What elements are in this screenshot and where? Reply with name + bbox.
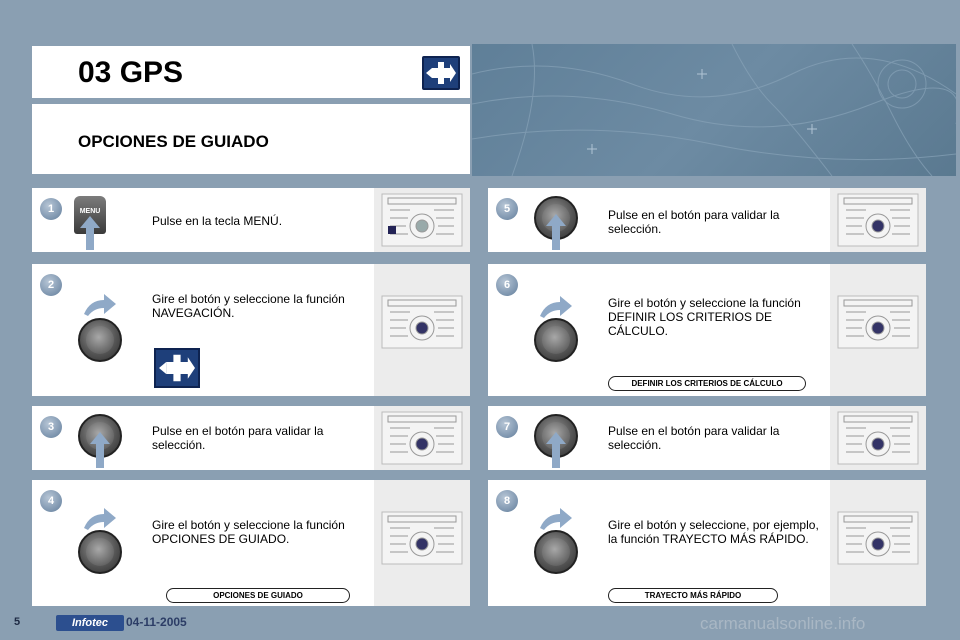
step-text-line: selección. <box>608 222 662 236</box>
title-bar <box>32 46 470 98</box>
press-arrow-icon <box>80 216 100 250</box>
rotate-arrow-icon <box>82 292 118 316</box>
step-number: 5 <box>496 198 518 220</box>
step-text-line: Gire el botón y seleccione la función <box>152 518 345 532</box>
rotary-knob-icon <box>534 318 578 362</box>
press-arrow-icon <box>546 432 566 468</box>
menu-key-label: MENU <box>79 208 101 215</box>
step-text-line: selección. <box>608 438 662 452</box>
step-1 <box>32 188 470 252</box>
step-text-line: la función TRAYECTO MÁS RÁPIDO. <box>608 532 809 546</box>
menu-option-label: DEFINIR LOS CRITERIOS DE CÁLCULO <box>608 376 806 391</box>
rotary-knob-icon <box>78 530 122 574</box>
step-text-line: Gire el botón y seleccione la función <box>608 296 801 310</box>
navigation-icon <box>422 56 460 90</box>
watermark: carmanualsonline.info <box>700 614 866 633</box>
radio-panel-icon <box>830 188 926 252</box>
step-text-line: CÁLCULO. <box>608 324 669 338</box>
step-text-line: selección. <box>152 438 206 452</box>
radio-panel-icon <box>830 406 926 470</box>
step-2 <box>32 264 470 396</box>
press-arrow-icon <box>90 432 110 468</box>
step-8 <box>488 480 926 606</box>
infotec-logo: Infotec <box>56 615 124 631</box>
step-number: 2 <box>40 274 62 296</box>
rotate-arrow-icon <box>82 506 118 530</box>
step-7 <box>488 406 926 470</box>
radio-panel-icon <box>374 188 470 252</box>
map-background <box>472 44 956 176</box>
radio-panel-icon <box>374 480 470 606</box>
menu-option-label: OPCIONES DE GUIADO <box>166 588 350 603</box>
rotary-knob-icon <box>78 318 122 362</box>
step-6 <box>488 264 926 396</box>
step-text-line: Gire el botón y seleccione, por ejemplo, <box>608 518 819 532</box>
step-number: 4 <box>40 490 62 512</box>
step-text-line: DEFINIR LOS CRITERIOS DE <box>608 310 773 324</box>
footer-date: 04-11-2005 <box>126 615 187 629</box>
step-number: 6 <box>496 274 518 296</box>
step-text-line: OPCIONES DE GUIADO. <box>152 532 290 546</box>
radio-panel-icon <box>374 406 470 470</box>
rotary-knob-icon <box>534 530 578 574</box>
step-number: 1 <box>40 198 62 220</box>
rotate-arrow-icon <box>538 506 574 530</box>
radio-panel-icon <box>830 480 926 606</box>
step-number: 7 <box>496 416 518 438</box>
radio-panel-icon <box>374 264 470 396</box>
step-text-line: Gire el botón y seleccione la función <box>152 292 345 306</box>
step-number: 3 <box>40 416 62 438</box>
step-text-line: Pulse en la tecla MENÚ. <box>152 214 283 228</box>
menu-option-label: TRAYECTO MÁS RÁPIDO <box>608 588 778 603</box>
step-text-line: Pulse en el botón para validar la <box>608 424 780 438</box>
step-4 <box>32 480 470 606</box>
page-number: 5 <box>14 616 21 628</box>
step-text-line: NAVEGACIÓN. <box>152 306 235 320</box>
section-title: OPCIONES DE GUIADO <box>78 132 269 151</box>
radio-panel-icon <box>830 264 926 396</box>
subtitle-bar <box>32 104 470 174</box>
step-5 <box>488 188 926 252</box>
step-text-line: Pulse en el botón para validar la <box>608 208 780 222</box>
step-text-line: Pulse en el botón para validar la <box>152 424 324 438</box>
press-arrow-icon <box>546 214 566 250</box>
page-title: 03 GPS <box>78 56 184 89</box>
rotate-arrow-icon <box>538 294 574 318</box>
navigation-icon <box>154 348 200 388</box>
step-number: 8 <box>496 490 518 512</box>
step-3 <box>32 406 470 470</box>
